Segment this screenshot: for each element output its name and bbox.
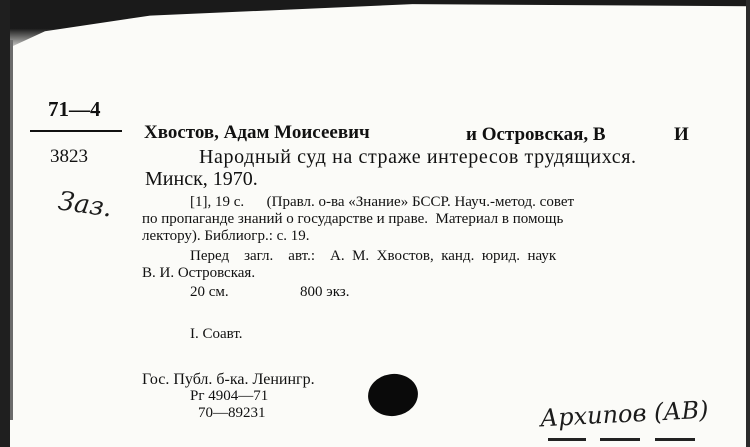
card-edge-left [10,40,13,420]
bottom-edge-mark-1 [548,438,586,441]
description-line-5: В. И. Островская. [142,265,256,281]
tracing: I. Соавт. [190,326,243,342]
bottom-edge-mark-2 [600,438,640,441]
call-number-bottom: 3823 [50,146,88,167]
library-line-1: Гос. Публ. б-ка. Ленингр. [142,371,315,388]
call-number-divider [30,130,122,132]
scan-shadow-top [0,0,750,52]
coauthor-heading: и Островская, В [466,124,606,145]
title-line-2: Минск, 1970. [145,168,258,190]
title-line-1: Народный суд на страже интересов трудящихся. [199,146,637,168]
description-line-3: лектору). Библиогр.: с. 19. [142,228,310,244]
ink-blot [365,371,420,420]
scan-shadow-right [746,0,750,447]
physical-copies: 800 экз. [300,284,350,300]
handwritten-note-left: Заз. [56,186,114,224]
author-heading: Хвостов, Адам Моисеевич [144,122,370,143]
description-line-1: [1], 19 с. (Правл. о-ва «Знание» БССР. Науч.-метод. совет [190,194,575,210]
handwritten-note-right: Архипов (АВ) [539,395,710,433]
scan-shadow-left [0,0,10,447]
library-line-2: Рг 4904—71 [190,388,269,404]
library-line-3: 70—89231 [198,405,266,421]
coauthor-initial: И [674,124,689,145]
description-line-4: Перед загл. авт.: А. М. Хвостов, канд. юрид. наук [190,248,557,264]
physical-size: 20 см. [190,284,229,300]
description-line-2: по пропаганде знаний о государстве и праве. Материал в помощь [142,211,564,227]
bottom-edge-mark-3 [655,438,695,441]
call-number-top: 71—4 [48,97,101,121]
